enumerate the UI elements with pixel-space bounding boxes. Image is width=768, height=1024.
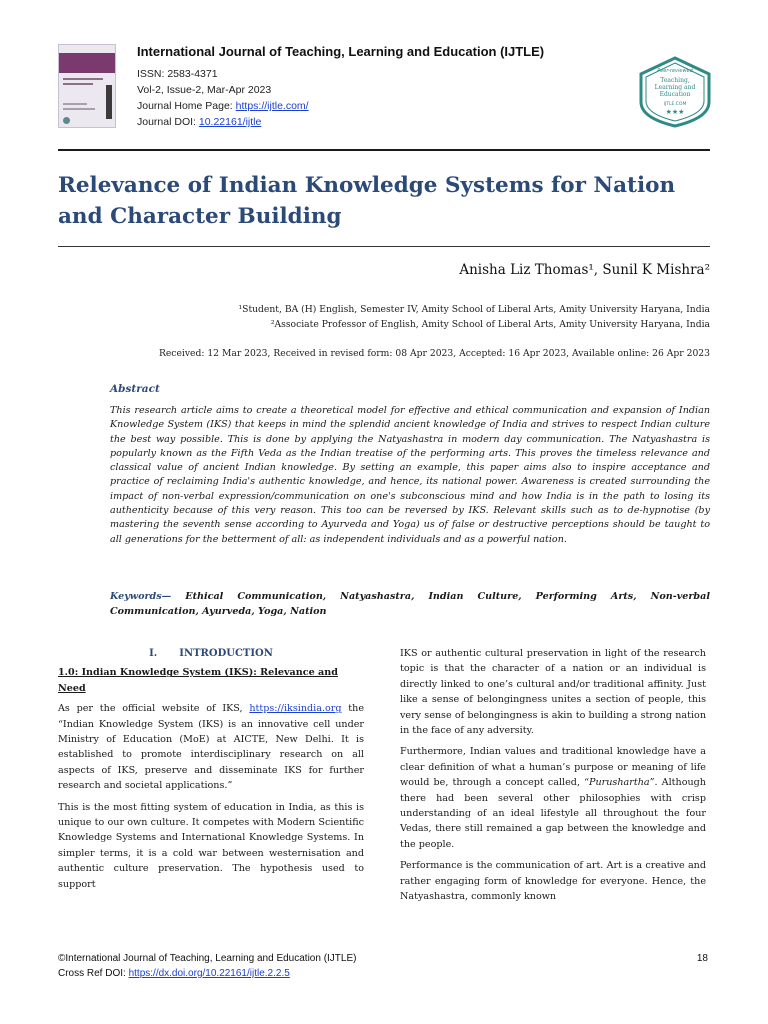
paragraph-4	[400, 744, 706, 852]
paragraph-1-end: the “Indian Knowledge System (IKS) is an innovative cell under Ministry of Education (MoE) at AICTE, New Delhi. It is established to promote interdisciplinary research on all aspects of IKS, preserve and disseminate IKS for further research and societal applications.”	[58, 703, 364, 792]
section-heading	[58, 646, 364, 661]
badge-line-1: Teaching,	[660, 77, 690, 84]
abstract-text: This research article aims to create a theoretical model for effective and ethical communication and expansion of Indian Knowledge System (IKS) that keeps in mind the splendid ancient knowledge of India and strives to respect Indian culture the best way possible. This is done by applying the Natyashastra in modern day communication. The Natyashastra is popularly known as the Fifth Veda as the Indian treatise of the performing arts. This proves the timeless relevance and classical value of ancient Indian knowledge. By setting an example, this paper aims also to inspire acceptance and practice of reclaiming India's authentic knowledge, and hence, its national power. Awareness is created surrounding the impact of non-verbal expression/communication on one's subconscious mind and how India is in the path to losing its authenticity because of this very reason. This too can be reversed by IKS. Relevant skills such as to de-hypnotise (by mastering the seventh sense according to Ayurveda and Yoga) us of false or destructive perceptions should be taught to all generations for the betterment of all: as independent individuals and as a powerful nation.	[110, 405, 710, 545]
left-column	[58, 646, 364, 898]
badge-line-3: Education	[659, 91, 691, 98]
right-column	[400, 646, 706, 911]
doi-link[interactable]: 10.22161/ijtle	[198, 116, 262, 128]
crossref-link[interactable]: https://dx.doi.org/10.22161/ijtle.2.2.5	[128, 968, 290, 979]
paragraph-1-start: As per the official website of IKS,	[58, 703, 250, 715]
section-title: INTRODUCTION	[179, 648, 273, 659]
badge-line-2: Learning and	[654, 84, 696, 91]
journal-cover-thumbnail	[58, 44, 116, 128]
paragraph-2: This is the most fitting system of education in India, as this is unique to our own culture. It competes with Modern Scientific Knowledge Systems and International Knowledge Systems. In simpler terms, it is a cold war between westernisation and authentic culture preservation. The hypothesis used to support	[58, 801, 364, 890]
keywords	[110, 589, 710, 619]
svg-text:★★★: ★★★	[665, 108, 685, 116]
footer-copyright: ©International Journal of Teaching, Learning and Education (IJTLE)	[58, 953, 357, 964]
crossref-label: Cross Ref DOI:	[58, 968, 129, 979]
abstract-heading: Abstract	[110, 383, 160, 395]
badge-line-0: Peer-reviewed	[657, 68, 693, 74]
paragraph-3: IKS or authentic cultural preservation in light of the research topic is that the character of a nation or an individual is directly linked to one’s cultural and/or traditional affinity. Just like a sense of belongingness unites a section of people, this very sense of belongingness is akin to building a strong nation in the face of any adversity.	[400, 648, 706, 737]
keywords-list: Ethical Communication, Natyashastra, Indian Culture, Performing Arts, Non-verbal Communication, Ayurveda, Yoga, Nation	[110, 591, 710, 617]
keywords-label: Keywords—	[110, 591, 172, 602]
article-dates: Received: 12 Mar 2023, Received in revised form: 08 Apr 2023, Accepted: 16 Apr 2023, Available online: 26 Apr 2023	[158, 348, 710, 359]
subsection-heading: 1.0: Indian Knowledge System (IKS): Relevance and Need	[58, 667, 338, 694]
badge-line-4: IJTLE.COM	[663, 102, 687, 107]
journal-doi	[137, 116, 261, 128]
footer-crossref	[58, 968, 290, 979]
iks-link[interactable]: https://iksindia.org	[249, 703, 342, 715]
doi-label: Journal DOI:	[137, 116, 199, 128]
paper-title: Relevance of Indian Knowledge Systems for Nation and Character Building	[58, 173, 676, 229]
authors: Anisha Liz Thomas¹, Sunil K Mishra²	[459, 262, 710, 278]
paragraph-1	[58, 701, 364, 793]
header-divider	[58, 149, 710, 151]
title-divider	[58, 246, 710, 247]
paragraph-4-end: ”. Although there had been several other philosophies with crisp understanding of an ideal lifestyle all throughout the four Vedas, there still remained a gap between the knowledge and the people.	[400, 777, 706, 850]
homepage-link[interactable]: https://ijtle.com/	[235, 100, 309, 112]
issn: ISSN: 2583-4371	[137, 68, 218, 80]
section-number: I.	[149, 648, 158, 659]
journal-title: International Journal of Teaching, Learning and Education (IJTLE)	[137, 44, 545, 59]
journal-homepage	[137, 100, 309, 112]
page-number: 18	[696, 953, 708, 964]
paragraph-5: Performance is the communication of art. Art is a creative and rather engaging form of knowledge for everyone. Hence, the Natyashastra, commonly known	[400, 860, 706, 903]
peer-reviewed-badge-logo	[637, 56, 713, 128]
homepage-label: Journal Home Page:	[137, 100, 236, 112]
purushartha-term: Purushartha	[589, 777, 650, 789]
paragraph-4-start: Furthermore, Indian values and traditional knowledge have a clear definition of what a human’s purpose or meaning of life would be, through a concept called, “	[400, 746, 706, 789]
affiliation-2: ²Associate Professor of English, Amity School of Liberal Arts, Amity University Haryana, India	[270, 319, 710, 330]
affiliation-1: ¹Student, BA (H) English, Semester IV, Amity School of Liberal Arts, Amity University Haryana, India	[238, 304, 710, 315]
volume-issue: Vol-2, Issue-2, Mar-Apr 2023	[137, 84, 272, 96]
